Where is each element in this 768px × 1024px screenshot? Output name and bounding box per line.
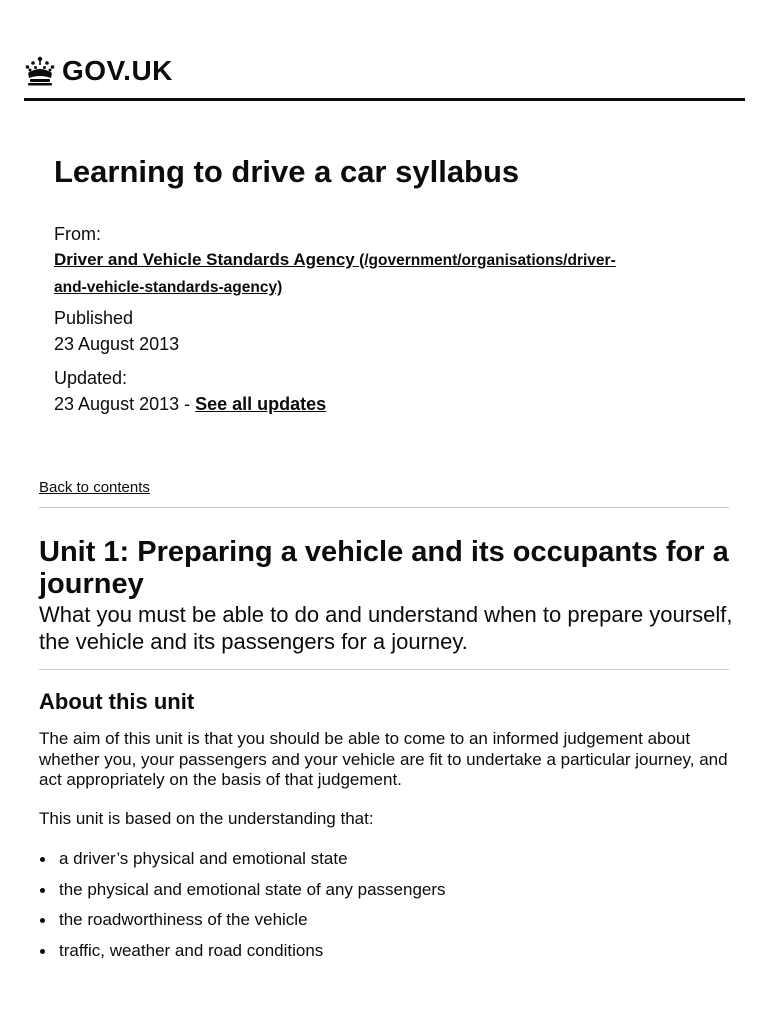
understanding-list — [39, 847, 446, 969]
crown-icon — [24, 56, 56, 86]
unit-title: Unit 1: Preparing a vehicle and its occupants for a journey — [39, 536, 729, 600]
see-all-updates-link[interactable]: See all updates — [195, 394, 327, 414]
organisation-link[interactable] — [54, 247, 704, 301]
unit-lede: What you must be able to do and understand when to prepare yourself, the vehicle and its passengers for a journey. — [39, 602, 733, 654]
organisation-path-line2: and-vehicle-standards-agency) — [54, 279, 283, 296]
basis-intro: This unit is based on the understanding that: — [39, 809, 374, 828]
about-paragraph: The aim of this unit is that you should be able to come to an informed judgement about whether you, your passengers and your vehicle are fit to undertake a particular journey, and act appropriately on the basis of that judgement. — [39, 729, 728, 789]
list-item: a driver’s physical and emotional state — [39, 847, 446, 878]
list-item: the physical and emotional state of any passengers — [39, 878, 446, 909]
logo-text: GOV.UK — [62, 55, 173, 86]
divider — [39, 669, 729, 670]
divider — [39, 507, 729, 508]
back-to-contents-link[interactable]: Back to contents — [39, 479, 150, 496]
updated-label: Updated: — [54, 368, 128, 388]
published-date: 23 August 2013 — [54, 334, 180, 354]
from-label: From: — [54, 224, 101, 244]
site-header — [24, 52, 745, 101]
about-heading: About this unit — [39, 689, 195, 714]
organisation-name: Driver and Vehicle Standards Agency — [54, 250, 355, 269]
organisation-path-line1: (/government/organisations/driver- — [354, 252, 616, 269]
govuk-logo-link[interactable] — [24, 56, 173, 86]
list-item: traffic, weather and road conditions — [39, 939, 446, 970]
updated-line — [54, 392, 326, 417]
published-label: Published — [54, 308, 134, 328]
list-item: the roadworthiness of the vehicle — [39, 908, 446, 939]
updated-date: 23 August 2013 - — [54, 394, 196, 414]
page-title: Learning to drive a car syllabus — [54, 154, 520, 189]
